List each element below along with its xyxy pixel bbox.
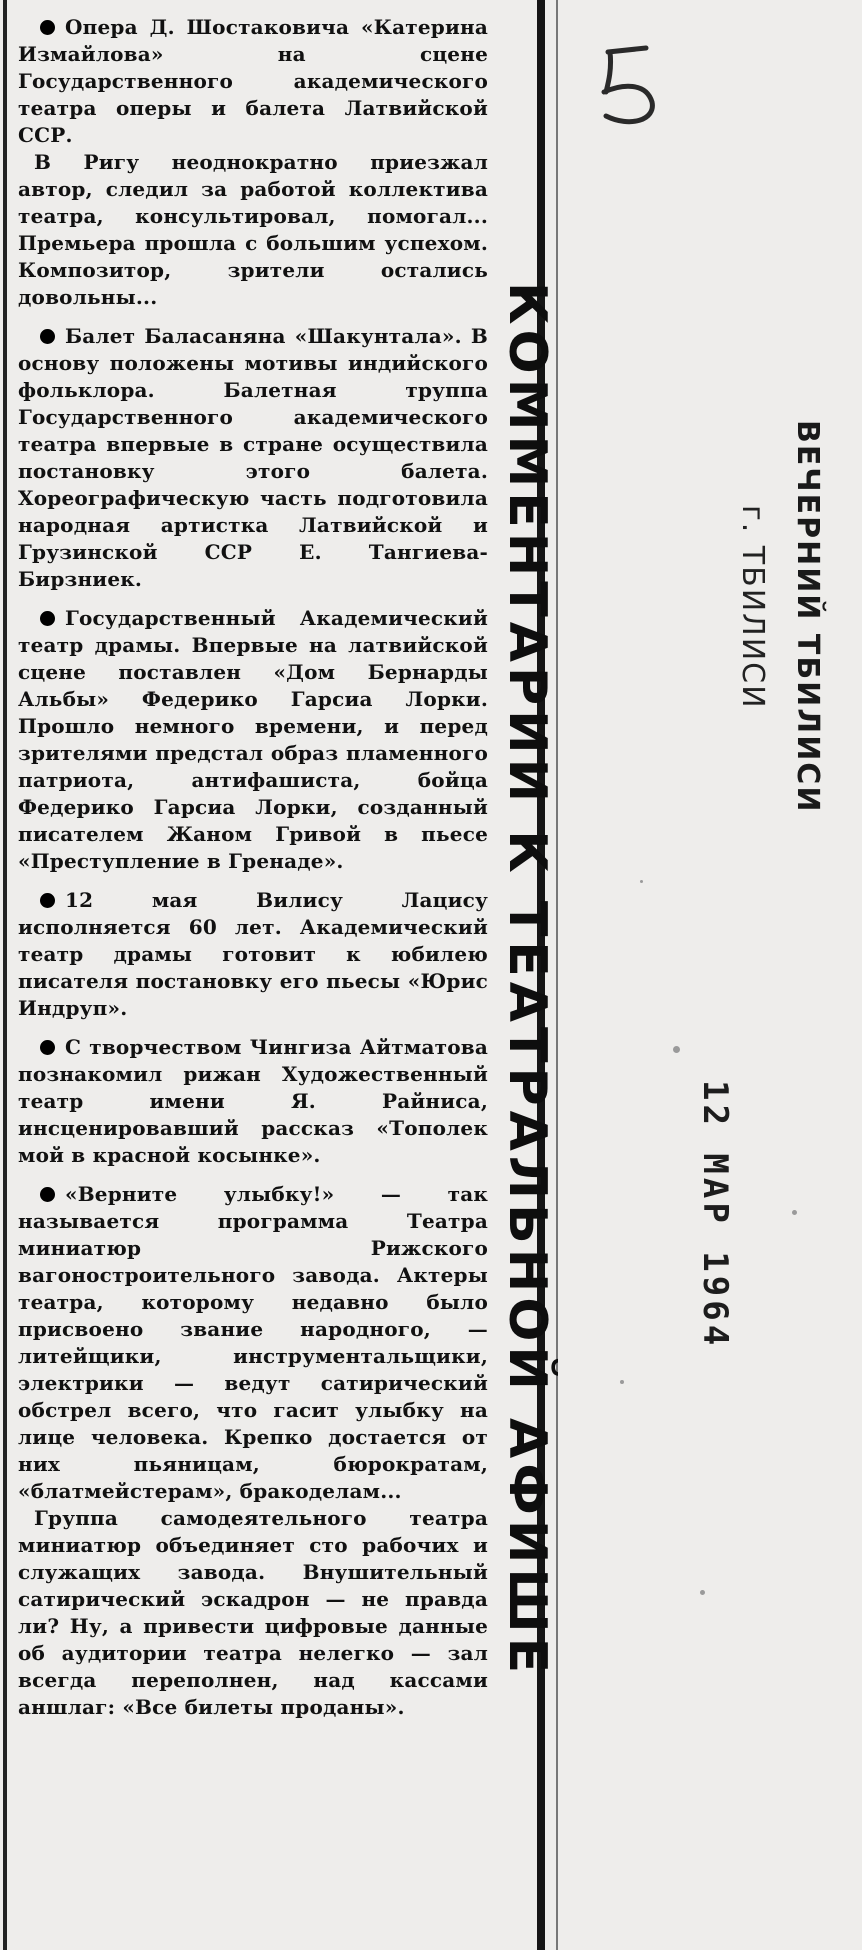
handwritten-mark (588, 40, 668, 130)
bullet-icon (40, 329, 55, 344)
article-body (18, 14, 488, 1934)
stamp-date: 12 МАР 1964 (695, 1080, 735, 1350)
stamp-newspaper-name: ВЕЧЕРНИЙ ТБИЛИСИ (790, 420, 825, 814)
item-paragraph: С творчеством Чингиза Айтматова познакомил рижан Художественный театр имени Я. Райниса, инсценировавший рассказ «Тополек мой в красной косынке». (18, 1035, 488, 1167)
stamp-city: г. ТБИЛИСИ (735, 505, 770, 710)
vertical-headline: КОММЕНТАРИИ К ТЕАТРАЛЬНОЙ АФИШЕ (497, 281, 557, 1679)
news-item (18, 1181, 488, 1721)
item-paragraph: 12 мая Вилису Лацису исполняется 60 лет. Академический театр драмы готовит к юбилею писателя постановку его пьесы «Юрис Индруп». (18, 888, 488, 1020)
bullet-icon (40, 893, 55, 908)
bullet-icon (40, 1187, 55, 1202)
bullet-icon (40, 20, 55, 35)
news-item (18, 1034, 488, 1169)
news-item (18, 887, 488, 1022)
item-paragraph: Балет Баласаняна «Шакунтала». В основу положены мотивы индийского фольклора. Балетная труппа Государственного академического театра впервые в стране осуществила постановку этого балета. Хореографическую часть подготовила народная артистка Латвийской и Грузинской ССР Е. Тангиева-Бирзниек. (18, 324, 488, 591)
page-edge (3, 0, 7, 1950)
news-item (18, 605, 488, 875)
item-paragraph: Государственный Академический театр драмы. Впервые на латвийской сцене поставлен «Дом Бернарды Альбы» Федерико Гарсиа Лорки. Прошло немного времени, и перед зрителями предстал образ пламенного патриота, антифашиста, бойца Федерико Гарсиа Лорки, созданный писателем Жаном Гривой в пьесе «Преступление в Гренаде». (18, 606, 488, 873)
bullet-icon (40, 611, 55, 626)
item-paragraph: Группа самодеятельного театра миниатюр объединяет сто рабочих и служащих завода. Внушительный сатирический эскадрон — не правда ли? Ну, а привести цифровые данные об аудитории театра нелегко — зал всегда переполнен, над кассами аншлаг: «Все билеты проданы». (18, 1506, 488, 1719)
item-paragraph: Опера Д. Шостаковича «Катерина Измайлова» на сцене Государственного академического театра оперы и балета Латвийской ССР. (18, 15, 488, 147)
item-paragraph: «Верните улыбку!» — так называется программа Театра миниатюр Рижского вагоностроительного завода. Актеры театра, которому недавно было присвоено звание народного, — литейщики, инструментальщики, электрики — ведут сатирический обстрел всего, что гасит улыбку на лице человека. Крепко достается от них пьяницам, бюрократам, «блатмейстерам», бракоделам... (18, 1182, 488, 1503)
item-paragraph: В Ригу неоднократно приезжал автор, следил за работой коллектива театра, консультировал, помогал... Премьера прошла с большим успехом. Композитор, зрители остались довольны... (18, 150, 488, 309)
news-item (18, 323, 488, 593)
news-item (18, 14, 488, 311)
bullet-icon (40, 1040, 55, 1055)
